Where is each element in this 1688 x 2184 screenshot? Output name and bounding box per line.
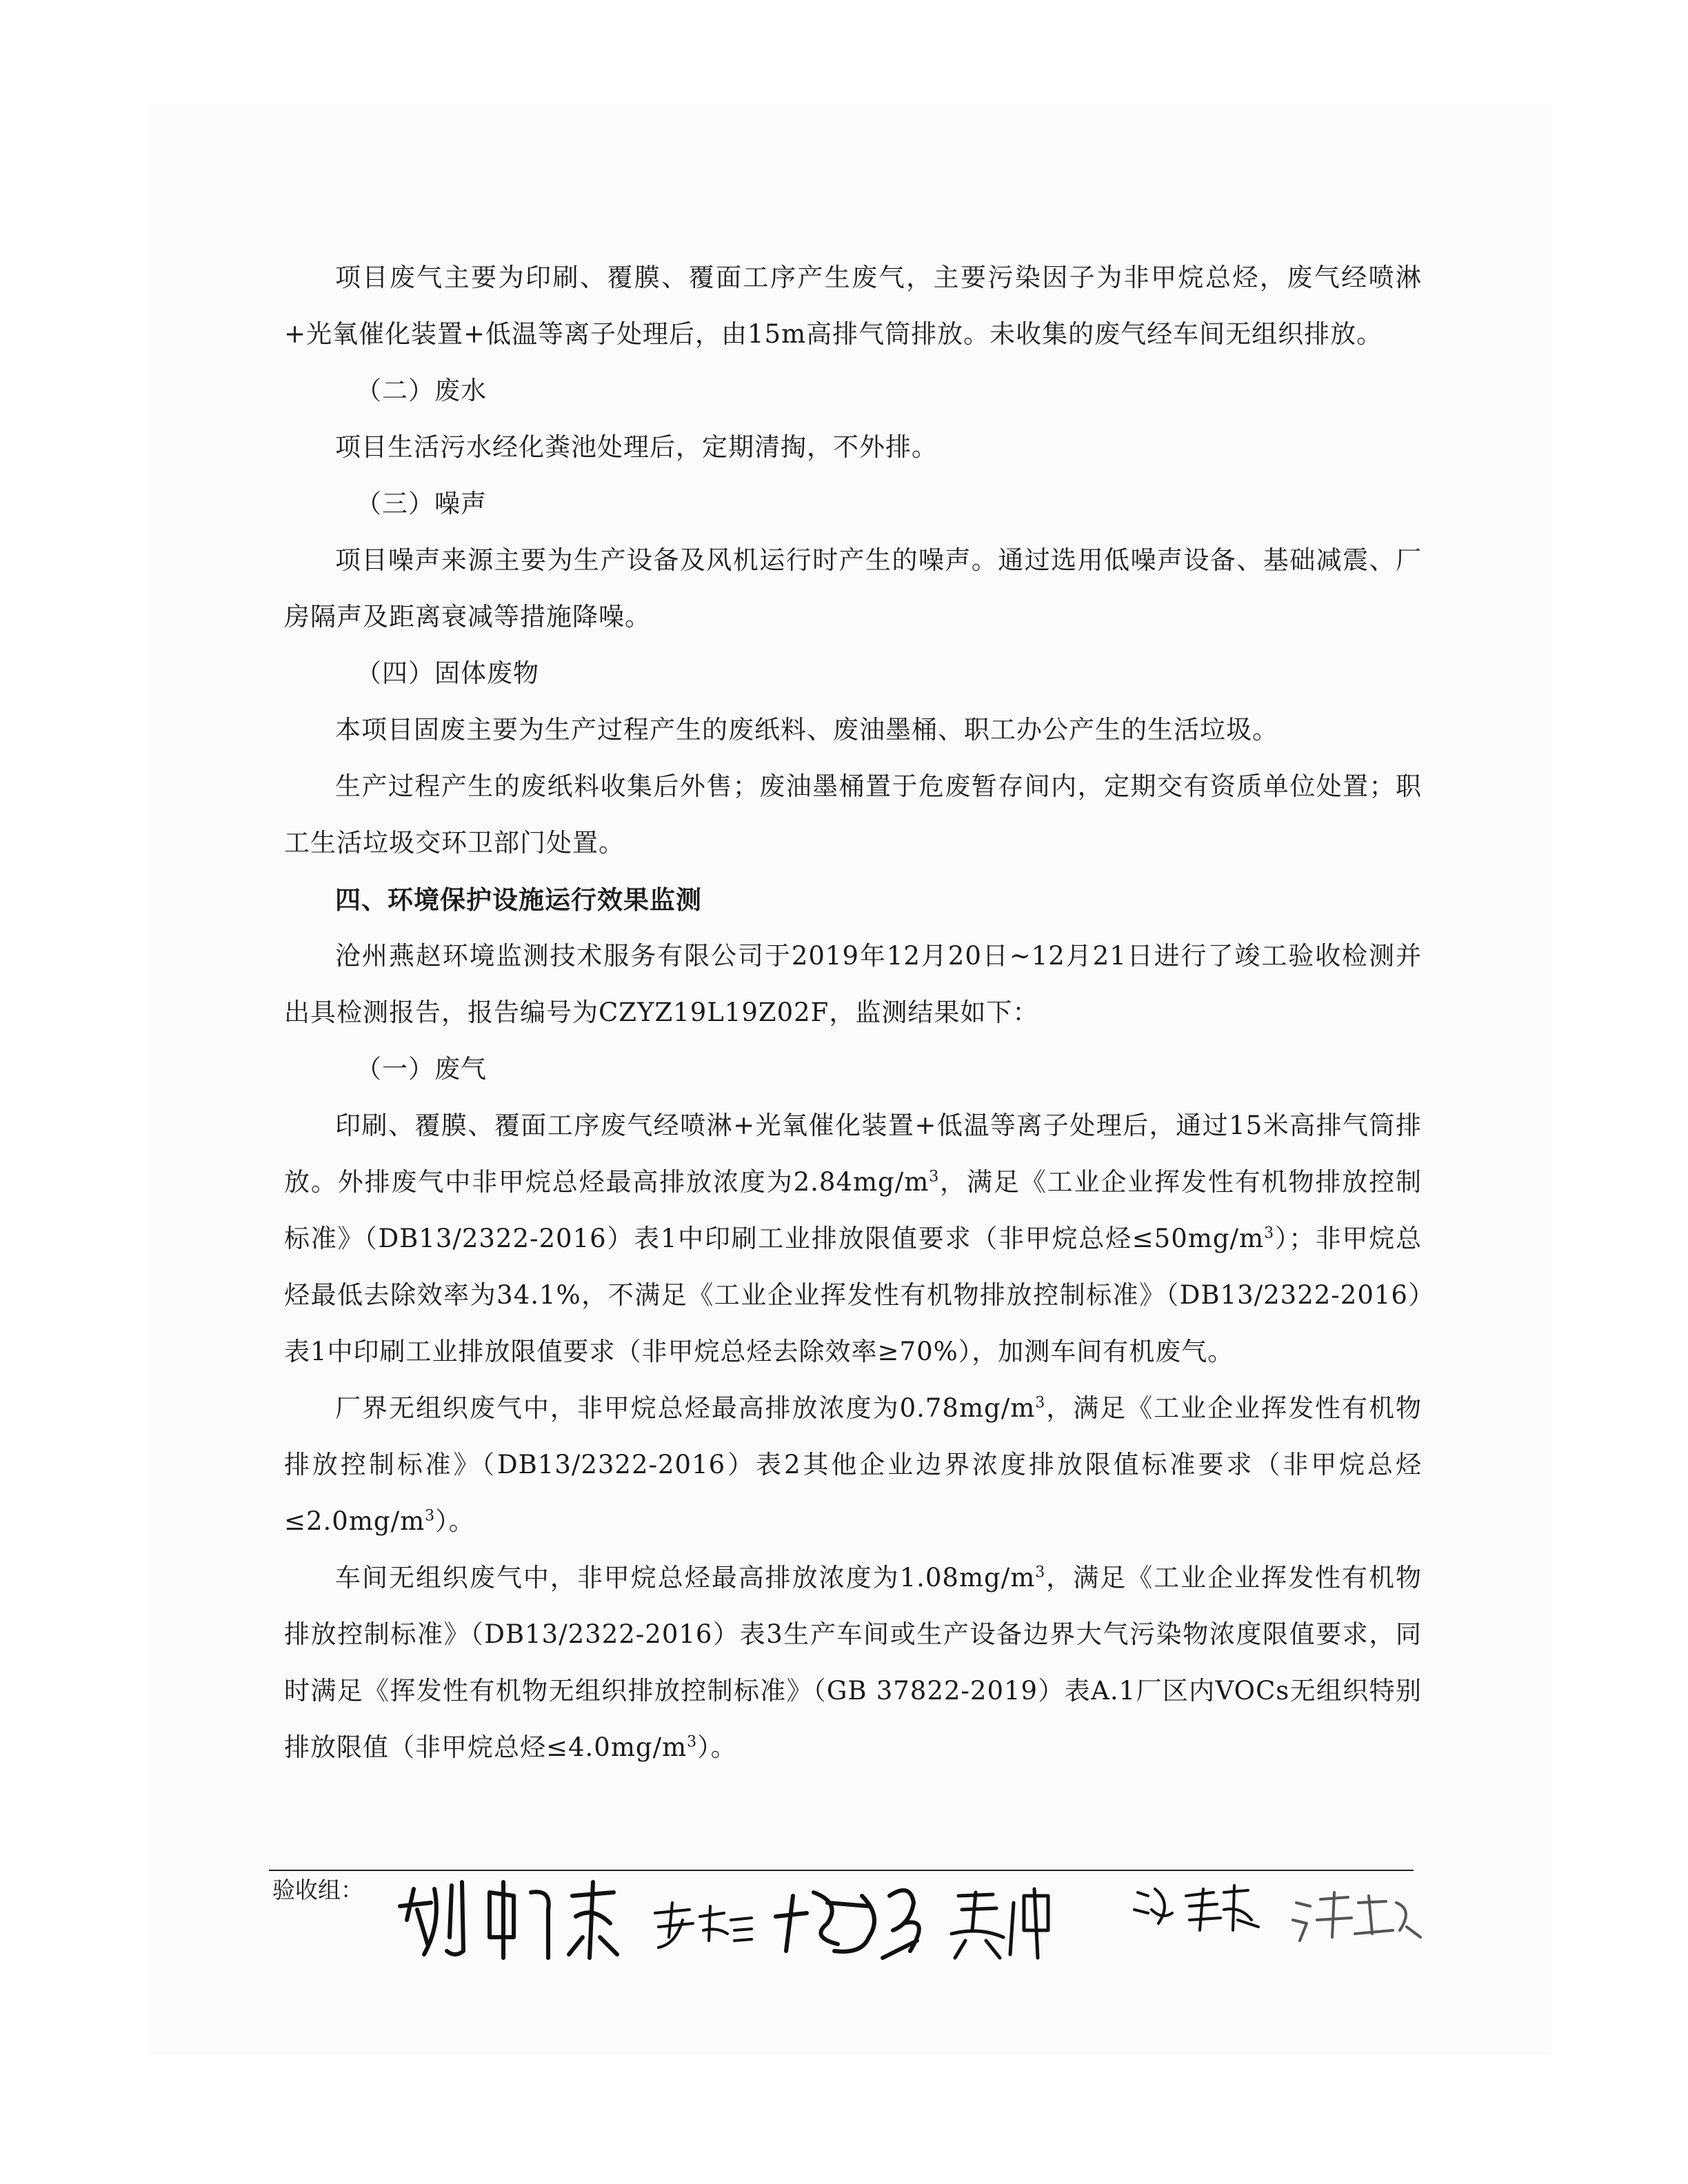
paragraph-exhaust-results bbox=[284, 1098, 1422, 1380]
paragraph-monitoring-intro: 沧州燕赵环境监测技术服务有限公司于2019年12月20日~12月21日进行了竣工验收检测并出具检测报告，报告编号为CZYZ19L19Z02F，监测结果如下： bbox=[284, 941, 1422, 1027]
paragraph-noise: 项目噪声来源主要为生产设备及风机运行时产生的噪声。通过选用低噪声设备、基础减震、厂房隔声及距离衰减等措施降噪。 bbox=[284, 545, 1422, 631]
signature-1 bbox=[400, 1882, 617, 1958]
signature-6 bbox=[1293, 1892, 1420, 1941]
text-run: 印刷、覆膜、覆面工序废气经喷淋+光氧催化装置+低温等离子处理后，通过15米高排气筒排放。外排废气中非甲烷总烃最高排放浓度为2.84mg/m bbox=[284, 1111, 1422, 1197]
heading-noise: （三）噪声 bbox=[356, 489, 487, 518]
heading-solid-waste: （四）固体废物 bbox=[356, 658, 539, 688]
text-run: ）。 bbox=[435, 1506, 475, 1536]
signature-5 bbox=[1134, 1885, 1258, 1930]
paragraph-boundary-emissions bbox=[284, 1380, 1422, 1550]
heading-wastewater: （二）废水 bbox=[356, 376, 487, 405]
paragraph-exhaust-summary: 项目废气主要为印刷、覆膜、覆面工序产生废气，主要污染因子为非甲烷总烃，废气经喷淋+光氧催化装置+低温等离子处理后，由15m高排气筒排放。未收集的废气经车间无组织排放。 bbox=[284, 263, 1422, 349]
signatures-image bbox=[386, 1854, 1434, 1992]
paragraph-solid-waste-sources: 本项目固废主要为生产过程产生的废纸料、废油墨桶、职工办公产生的生活垃圾。 bbox=[335, 715, 1278, 745]
text-run: ，满足《工业企业挥发性有机物排放控制标准》（DB13/2322-2016）表2其他企业边界浓度排放限值标准要求（非甲烷总烃≤2.0mg/m bbox=[284, 1393, 1422, 1536]
section-heading-monitoring: 四、环境保护设施运行效果监测 bbox=[335, 884, 702, 915]
text-run: ，满足《工业企业挥发性有机物排放控制标准》（DB13/2322-2016）表1中印刷工业排放限值要求（非甲烷总烃≤50mg/m bbox=[284, 1167, 1423, 1253]
signature-4 bbox=[952, 1889, 1048, 1958]
paragraph-solid-waste-disposal: 生产过程产生的废纸料收集后外售；废油墨桶置于危废暂存间内，定期交有资质单位处置；职工生活垃圾交环卫部门处置。 bbox=[284, 771, 1422, 858]
signature-block bbox=[386, 1854, 1434, 1992]
paragraph-workshop-emissions bbox=[284, 1550, 1422, 1776]
signature-3 bbox=[776, 1890, 919, 1958]
text-run: ，满足《工业企业挥发性有机物排放控制标准》（DB13/2322-2016）表3生产车间或生产设备边界大气污染物浓度限值要求，同时满足《挥发性有机物无组织排放控制标准》（GB 37822-2019）表A.1厂区内VOCs无组织特别排放限值（非甲烷总烃≤4.0mg/m bbox=[284, 1563, 1422, 1762]
heading-exhaust-results: （一）废气 bbox=[356, 1054, 487, 1084]
document-body bbox=[284, 250, 1422, 1776]
superscript: 3 bbox=[1035, 1394, 1046, 1412]
paragraph-wastewater: 项目生活污水经化粪池处理后，定期清掏，不外排。 bbox=[335, 432, 938, 462]
superscript: 3 bbox=[425, 1507, 436, 1525]
superscript: 3 bbox=[1264, 1224, 1275, 1242]
text-run: 厂界无组织废气中，非甲烷总烃最高排放浓度为0.78mg/m bbox=[335, 1393, 1036, 1423]
text-run: ）；非甲烷总烃最低去除效率为34.1%，不满足《工业企业挥发性有机物排放控制标准》（DB13/2322-2016）表1中印刷工业排放限值要求（非甲烷总烃去除效率≥70%），加测车间有机废气。 bbox=[284, 1224, 1423, 1366]
superscript: 3 bbox=[929, 1168, 940, 1186]
superscript: 3 bbox=[687, 1733, 698, 1751]
acceptance-group-label: 验收组： bbox=[272, 1877, 363, 1903]
superscript: 3 bbox=[1035, 1564, 1046, 1581]
text-run: ）。 bbox=[697, 1732, 737, 1762]
text-run: 车间无组织废气中，非甲烷总烃最高排放浓度为1.08mg/m bbox=[335, 1563, 1036, 1593]
signature-2 bbox=[655, 1903, 752, 1948]
